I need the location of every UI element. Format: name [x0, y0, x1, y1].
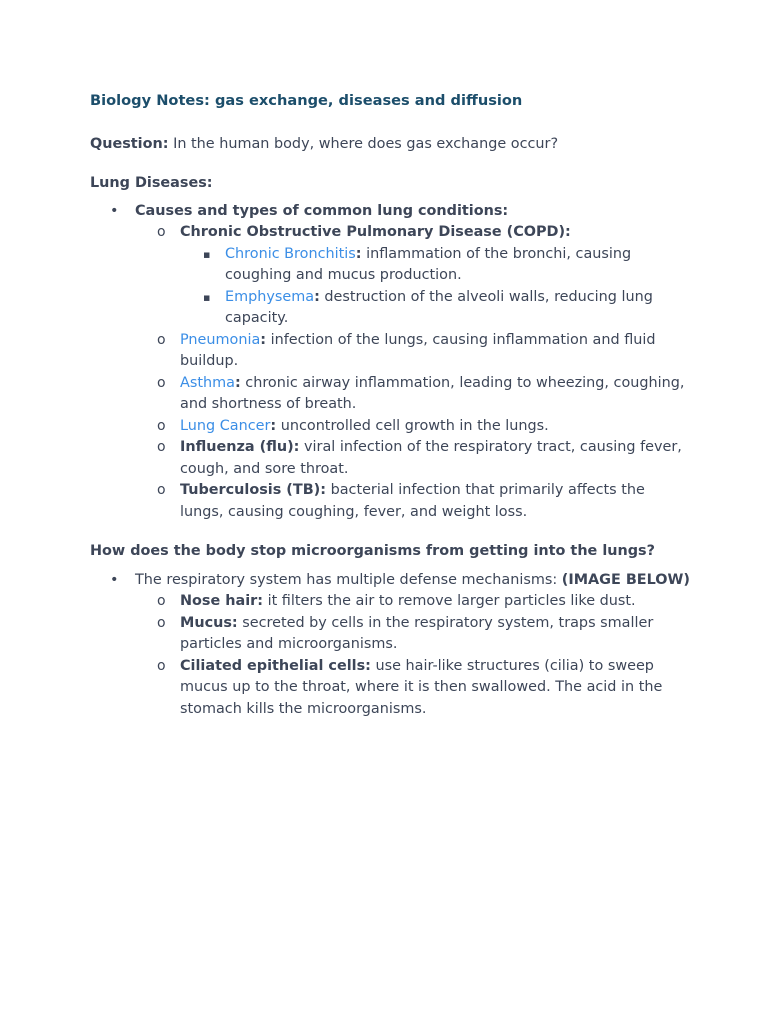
list-item	[90, 570, 690, 721]
list-item-tuberculosis	[135, 480, 690, 523]
document-page	[90, 90, 690, 720]
ciliated-cells-desc: use hair-like structures (cilia) to sweep mucus up to the throat, where it is then swallowed. The acid in the stomach kills the microorganisms.	[180, 657, 663, 717]
list-item-chronic-bronchitis	[180, 244, 690, 287]
bullet-marker: •	[110, 571, 119, 588]
asthma-link[interactable]: Asthma	[180, 374, 235, 391]
sub-bullet-marker: o	[157, 593, 166, 609]
document-title: Biology Notes: gas exchange, diseases and diffusion	[90, 92, 523, 109]
term-colon: :	[314, 288, 320, 305]
nose-hair-desc: it filters the air to remove larger particles like dust.	[263, 593, 636, 609]
question-label: Question:	[90, 135, 169, 152]
emphysema-desc: destruction of the alveoli walls, reducing lung capacity.	[225, 288, 653, 326]
image-below-note: (IMAGE BELOW)	[561, 571, 690, 588]
term-colon: :	[260, 331, 267, 348]
defense-list	[90, 570, 690, 721]
lung-cancer-desc: uncontrolled cell growth in the lungs.	[276, 417, 549, 434]
square-bullet-marker: ▪	[203, 290, 211, 304]
defense-question-heading: How does the body stop microorganisms from getting into the lungs?	[90, 543, 655, 559]
list-item-lung-cancer	[135, 416, 690, 438]
list-item-influenza	[135, 437, 690, 480]
list-item-emphysema	[180, 287, 690, 330]
emphysema-link[interactable]: Emphysema	[225, 288, 315, 305]
mucus-label: Mucus:	[180, 614, 238, 631]
question-paragraph	[90, 134, 690, 156]
ciliated-cells-label: Ciliated epithelial cells:	[180, 657, 371, 674]
nose-hair-label: Nose hair:	[180, 593, 264, 609]
influenza-label: Influenza (flu):	[180, 439, 300, 455]
sub-bullet-marker: o	[157, 614, 166, 631]
list-item-nose-hair	[135, 591, 690, 613]
sub-bullet-marker: o	[157, 331, 166, 348]
sub-bullet-marker: o	[157, 482, 166, 498]
lung-diseases-heading: Lung Diseases:	[90, 175, 213, 191]
sub-bullet-marker: o	[157, 417, 166, 434]
lung-diseases-list	[90, 201, 690, 524]
question-text: In the human body, where does gas exchange occur?	[168, 135, 559, 152]
disease-types-list	[135, 222, 690, 523]
defense-mechanisms-list	[135, 591, 690, 720]
mucus-desc: secreted by cells in the respiratory system, traps smaller particles and microorganisms.	[180, 614, 654, 652]
tuberculosis-desc: bacterial infection that primarily affects the lungs, causing coughing, fever, and weight loss.	[180, 482, 645, 520]
term-colon: :	[355, 245, 362, 262]
list-item-copd	[135, 222, 690, 330]
chronic-bronchitis-desc: inflammation of the bronchi, causing coughing and mucus production.	[225, 245, 632, 283]
copd-label: Chronic Obstructive Pulmonary Disease (COPD):	[180, 224, 571, 240]
asthma-desc: chronic airway inflammation, leading to wheezing, coughing, and shortness of breath.	[180, 374, 685, 412]
sub-bullet-marker: o	[157, 657, 166, 674]
list-item-ciliated-cells	[135, 656, 690, 721]
term-colon: :	[234, 374, 241, 391]
pneumonia-desc: infection of the lungs, causing inflammation and fluid buildup.	[180, 331, 656, 369]
square-bullet-marker: ▪	[203, 247, 211, 261]
list-item-pneumonia	[135, 330, 690, 373]
list-item-mucus	[135, 613, 690, 656]
chronic-bronchitis-link[interactable]: Chronic Bronchitis	[225, 245, 356, 262]
causes-heading: Causes and types of common lung conditions:	[135, 202, 509, 219]
list-item	[90, 201, 690, 524]
lung-cancer-link[interactable]: Lung Cancer	[180, 417, 271, 434]
sub-bullet-marker: o	[157, 374, 166, 391]
list-item-asthma	[135, 373, 690, 416]
pneumonia-link[interactable]: Pneumonia	[180, 331, 261, 348]
sub-bullet-marker: o	[157, 439, 166, 455]
sub-bullet-marker: o	[157, 224, 166, 240]
influenza-desc: viral infection of the respiratory tract, causing fever, cough, and sore throat.	[180, 439, 682, 477]
bullet-marker: •	[110, 202, 119, 219]
copd-list	[180, 244, 690, 330]
defense-intro: The respiratory system has multiple defense mechanisms:	[135, 571, 562, 588]
term-colon: :	[270, 417, 277, 434]
tuberculosis-label: Tuberculosis (TB):	[180, 482, 326, 498]
